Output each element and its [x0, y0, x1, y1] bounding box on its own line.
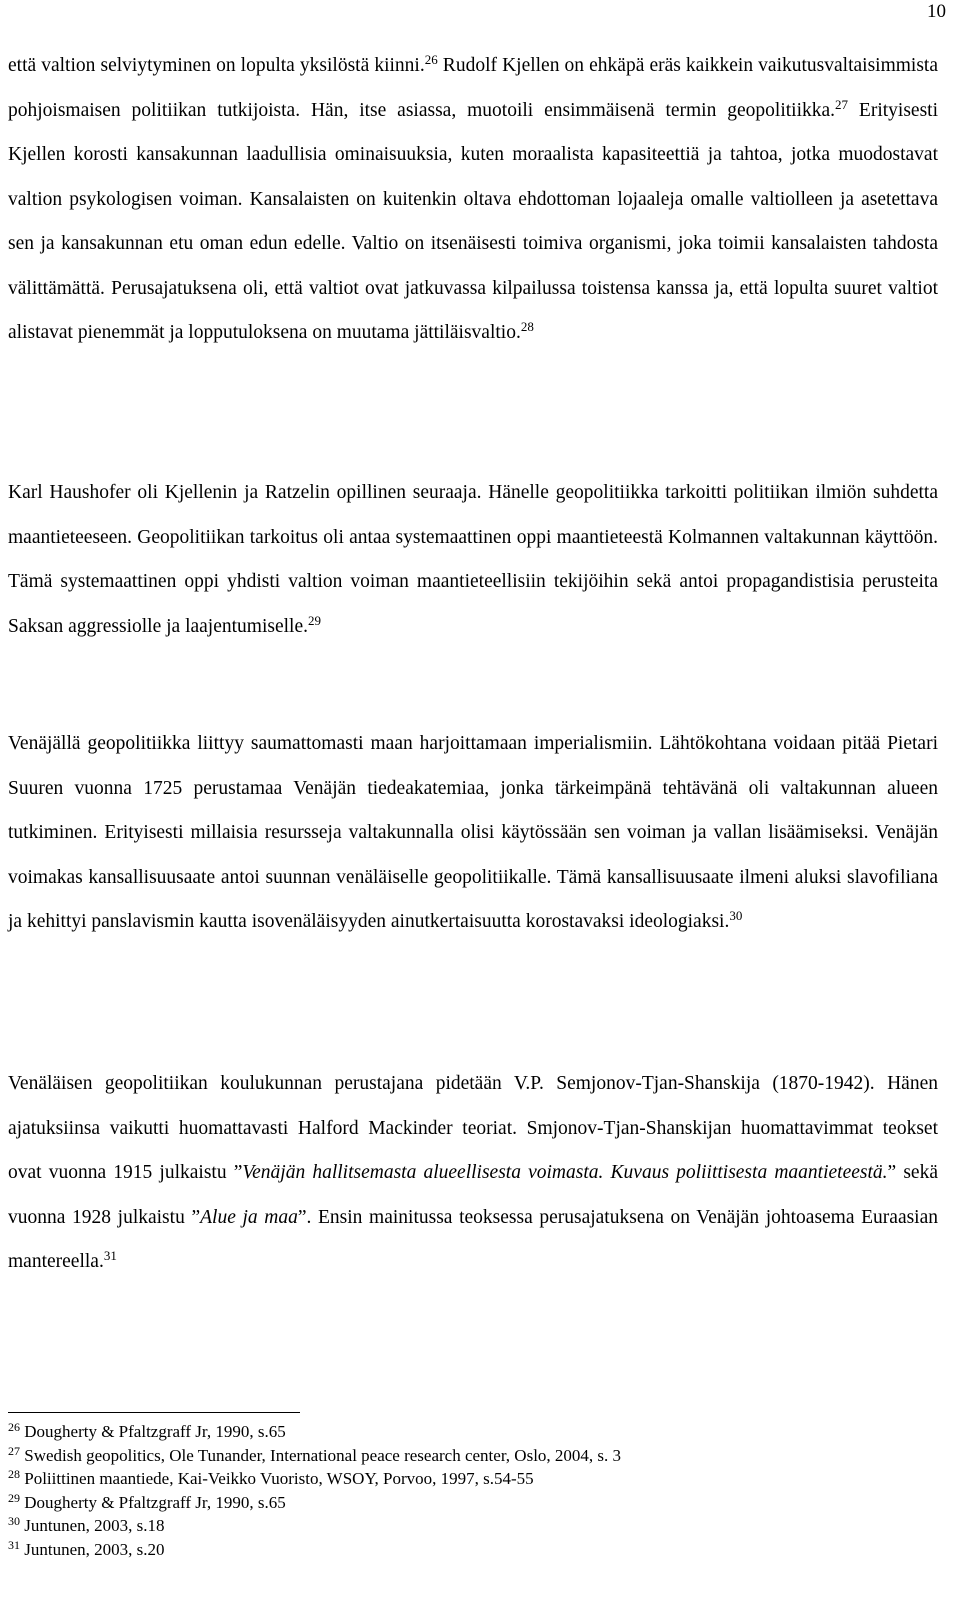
footnote-ref-29[interactable]: 29 — [308, 612, 321, 628]
paragraph-4 — [8, 1062, 938, 1285]
text-segment: Rudolf Kjellen on ehkäpä eräs kaikkein vaikutusvaltaisimmista pohjoismaisen politiikan tutkijoista. Hän, itse asiassa, muotoili ensimmäisenä termin geopolitiikka. — [8, 55, 938, 121]
footnote-26 — [8, 1420, 938, 1444]
book-title-italic: Alue ja maa — [200, 1206, 298, 1228]
paragraph-2 — [8, 471, 938, 649]
footnote-number: 27 — [8, 1443, 20, 1458]
footnote-number: 26 — [8, 1420, 20, 1434]
footnote-31 — [8, 1538, 938, 1562]
paragraph-text — [8, 1062, 938, 1285]
text-segment: Karl Haushofer oli Kjellenin ja Ratzelin opillinen seuraaja. Hänelle geopolitiikka tarkoitti politiikan ilmiön suhdetta maantieteeseen. Geopolitiikan tarkoitus oli antaa systemaattinen oppi maantieteestä Kolmannen valtakunnan käyttöön. Tämä systemaattinen oppi yhdisti valtion voiman maantieteellisiin tekijöihin sekä antoi propagandistisia perusteita Saksan aggressiolle ja laajentumiselle. — [8, 482, 938, 637]
footnote-number: 31 — [8, 1537, 20, 1552]
footnote-number: 30 — [8, 1514, 20, 1528]
footnotes — [8, 1420, 938, 1561]
footnote-ref-27[interactable]: 27 — [835, 96, 849, 112]
paragraph-text — [8, 471, 938, 649]
footnote-ref-31[interactable]: 31 — [103, 1248, 117, 1263]
footnote-ref-26[interactable]: 26 — [424, 52, 438, 67]
footnote-text: Juntunen, 2003, s.20 — [20, 1539, 165, 1559]
footnote-text: Juntunen, 2003, s.18 — [20, 1516, 165, 1535]
footnote-27 — [8, 1444, 938, 1468]
text-segment: Venäjällä geopolitiikka liittyy saumattomasti maan harjoittamaan imperialismiin. Lähtökohtana voidaan pitää Pietari Suuren vuonna 1725 perustamaa Venäjän tiedeakatemiaa, jonka tärkeimpänä tehtävänä oli valtakunnan alueen tutkiminen. Erityisesti millaisia resursseja valtakunnalla olisi käytössään sen voiman ja vallan lisäämiseksi. Venäjän voimakas kansallisuusaate antoi suunnan venäläiselle geopolitiikalle. Tämä kansallisuusaate ilmeni aluksi slavofiliana ja kehittyi panslavismin kautta isovenäläisyyden ainutkertaisuutta korostavaksi ideologiaksi. — [8, 733, 938, 932]
footnote-number: 29 — [8, 1490, 20, 1505]
paragraph-text — [8, 722, 938, 945]
footnote-29 — [8, 1491, 938, 1515]
footnote-30 — [8, 1514, 938, 1538]
footnote-ref-28[interactable]: 28 — [520, 319, 534, 334]
paragraph-text — [8, 44, 938, 356]
text-segment: Venäläisen geopolitiikan koulukunnan perustajana pidetään V.P. Semjonov-Tjan-Shanskija (1870-1942). Hänen ajatuksiinsa vaikutti huomattavasti Halford Mackinder teoriat. Smjonov-Tjan-Shanskijan huomattavimmat teokset ovat vuonna 1915 julkaistu ” — [8, 1073, 938, 1183]
paragraph-1 — [8, 44, 938, 356]
footnote-text: Dougherty & Pfaltzgraff Jr, 1990, s.65 — [20, 1422, 286, 1441]
footnote-ref-30[interactable]: 30 — [729, 908, 743, 923]
paragraph-3 — [8, 722, 938, 945]
page-number: 10 — [927, 1, 946, 22]
footnote-divider — [8, 1412, 300, 1413]
footnote-text: Swedish geopolitics, Ole Tunander, International peace research center, Oslo, 2004, s. 3 — [20, 1445, 622, 1465]
book-title-italic: Venäjän hallitsemasta alueellisesta voimasta. Kuvaus poliittisesta maantieteestä. — [242, 1162, 888, 1183]
text-segment: Erityisesti Kjellen korosti kansakunnan laadullisia ominaisuuksia, kuten moraalista kapasiteettiä ja tahtoa, jotka muodostavat valtion psykologisen voiman. Kansalaisten on kuitenkin oltava ehdottoman lojaaleja omalle valtiolleen ja asetettava sen ja kansakunnan etu oman edun edelle. Valtio on itsenäisesti toimiva organismi, joka toimii kansalaisten tahdosta välittämättä. Perusajatuksena oli, että valtiot ovat jatkuvassa kilpailussa toistensa kanssa ja, että lopulta suuret valtiot alistavat pienemmät ja lopputuloksena on muutama jättiläisvaltio. — [8, 99, 939, 343]
footnote-28 — [8, 1467, 938, 1491]
text-segment: ”. Ensin mainitussa teoksessa perusajatuksena on Venäjän johtoasema Euraasian mantereella. — [8, 1206, 939, 1272]
footnote-text: Dougherty & Pfaltzgraff Jr, 1990, s.65 — [20, 1492, 286, 1512]
text-segment: että valtion selviytyminen on lopulta yksilöstä kiinni. — [8, 55, 425, 76]
footnote-number: 28 — [8, 1467, 20, 1481]
footnote-text: Poliittinen maantiede, Kai-Veikko Vuoristo, WSOY, Porvoo, 1997, s.54-55 — [20, 1469, 534, 1488]
text-segment: ” sekä vuonna 1928 julkaistu ” — [8, 1162, 938, 1228]
